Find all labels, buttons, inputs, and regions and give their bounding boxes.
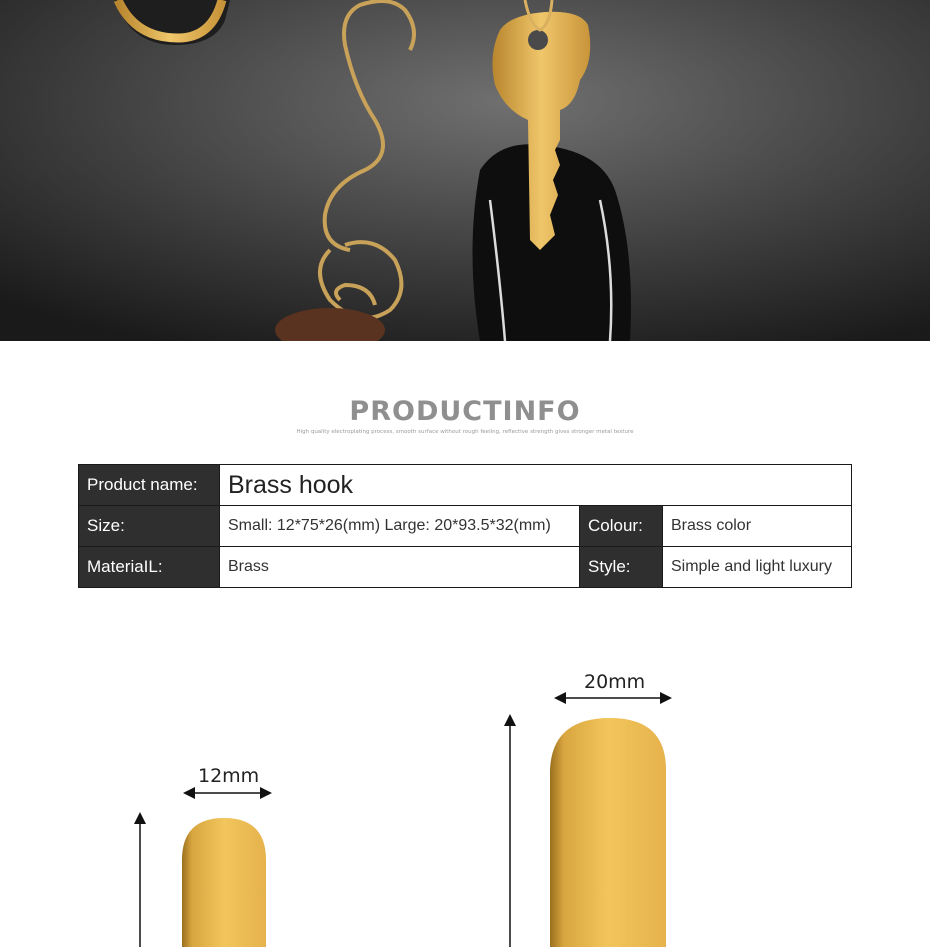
small-width-label: 12mm bbox=[198, 765, 260, 787]
size-value: Small: 12*75*26(mm) Large: 20*93.5*32(mm) bbox=[220, 506, 580, 547]
size-label: Size: bbox=[79, 506, 220, 547]
table-row bbox=[79, 506, 852, 547]
section-subtitle: High quality electroplating process, smooth surface without rough feeling, reflective strength gives stronger metal texture bbox=[296, 429, 634, 435]
colour-label: Colour: bbox=[580, 506, 663, 547]
material-label: MateriaIL: bbox=[79, 547, 220, 588]
product-info-table bbox=[78, 464, 852, 588]
style-label: Style: bbox=[580, 547, 663, 588]
section-title: PRODUCTINFO bbox=[349, 396, 581, 427]
product-name-label: Product name: bbox=[79, 465, 220, 506]
colour-value: Brass color bbox=[663, 506, 852, 547]
table-row bbox=[79, 465, 852, 506]
dimension-drawings bbox=[0, 600, 930, 947]
material-value: Brass bbox=[220, 547, 580, 588]
style-value: Simple and light luxury bbox=[663, 547, 852, 588]
hero-photo bbox=[0, 0, 930, 341]
brass-hooks-keys-illustration bbox=[0, 0, 930, 341]
product-name-value: Brass hook bbox=[220, 465, 852, 506]
dimension-illustration bbox=[0, 600, 930, 947]
table-row bbox=[79, 547, 852, 588]
large-width-label: 20mm bbox=[584, 671, 646, 693]
